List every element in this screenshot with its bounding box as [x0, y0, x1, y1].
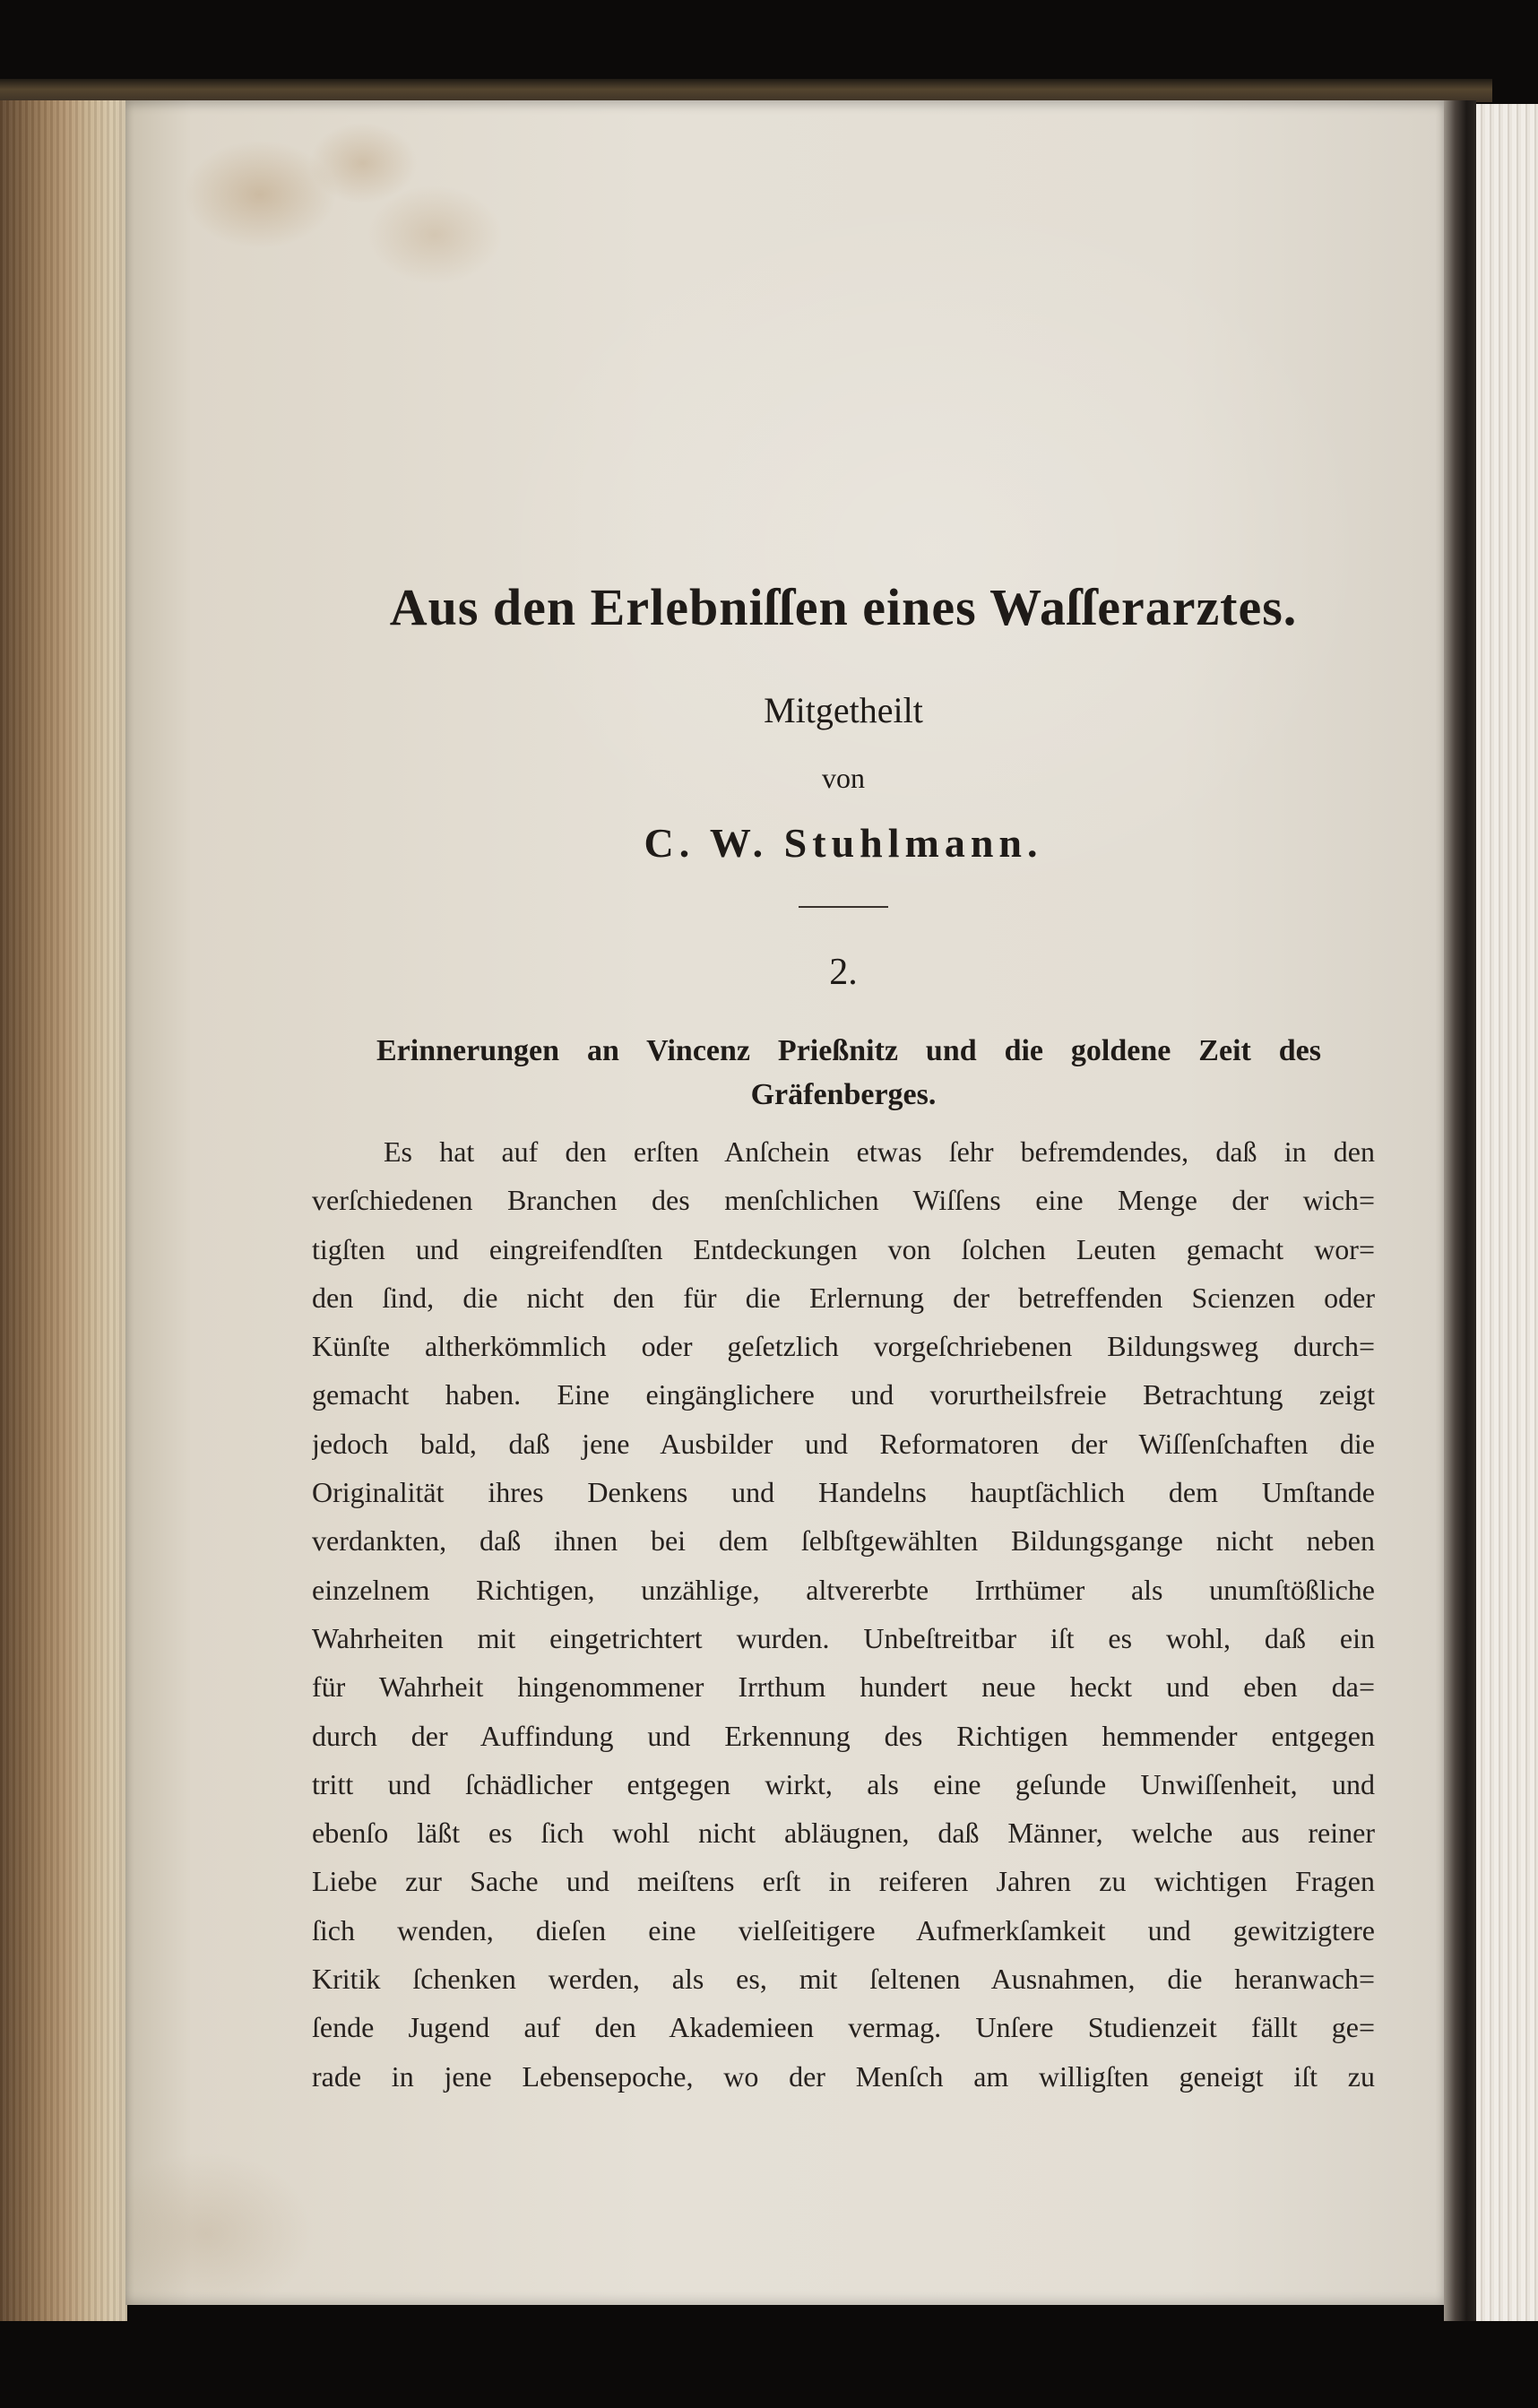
body-line: verſchiedenen Branchen des menſchlichen Wiſſens eine Menge der wich= — [312, 1184, 1375, 1217]
body-line: tigſten und eingreifendſten Entdeckungen von ſolchen Leuten gemacht wor= — [312, 1232, 1375, 1265]
author-name: C. W. Stuhlmann. — [644, 820, 1043, 866]
body-line: ſende Jugend auf den Akademieen vermag. Unſere Studienzeit fällt ge= — [312, 2011, 1375, 2044]
body-line: für Wahrheit hingenommener Irrthum hundert neue heckt und eben da= — [312, 1670, 1375, 1704]
page-gap-shadow — [1444, 100, 1476, 2321]
communicated-label: Mitgetheilt — [764, 690, 923, 730]
body-line: verdankten, daß ihnen bei dem ſelbſtgewählten Bildungsgange nicht neben — [312, 1524, 1375, 1558]
right-page-stack-edge — [1476, 104, 1538, 2321]
left-page-stack-edge — [0, 100, 127, 2321]
book-page — [125, 100, 1444, 2305]
section-title-line: Gräfenberges. — [750, 1078, 937, 1111]
body-line: Originalität ihres Denkens und Handelns hauptſächlich dem Umſtande — [312, 1476, 1375, 1509]
body-line: ſich wenden, dieſen eine vielſeitigere Aufmerkſamkeit und gewitzigtere — [312, 1913, 1375, 1946]
body-line: einzelnem Richtigen, unzählige, altvererbte Irrthümer als unumſtößliche — [312, 1573, 1375, 1606]
body-paragraph — [312, 1127, 1375, 2101]
article-title: Aus den Erlebniſſen eines Waſſerarztes. — [389, 578, 1298, 636]
body-line: Liebe zur Sache und meiſtens erſt in reiferen Jahren zu wichtigen Fragen — [312, 1865, 1375, 1898]
book-cover-edge — [0, 79, 1492, 102]
body-line: Künſte altherkömmlich oder geſetzlich vorgeſchriebenen Bildungsweg durch= — [312, 1330, 1375, 1363]
body-line: gemacht haben. Eine eingänglichere und vorurtheilsfreie Betrachtung zeigt — [312, 1378, 1375, 1411]
by-label: von — [822, 762, 865, 794]
body-line: rade in jene Lebensepoche, wo der Menſch am willigſten geneigt iſt zu — [312, 2059, 1375, 2093]
separator-rule — [799, 906, 888, 908]
body-line: Wahrheiten mit eingetrichtert wurden. Unbeſtreitbar iſt es wohl, daß ein — [312, 1621, 1375, 1654]
body-line: den ſind, die nicht den für die Erlernung der betreffenden Scienzen oder — [312, 1281, 1375, 1314]
body-line: durch der Auffindung und Erkennung des Richtigen hemmender entgegen — [312, 1719, 1375, 1752]
body-line: jedoch bald, daß jene Ausbilder und Reformatoren der Wiſſenſchaften die — [312, 1427, 1375, 1460]
body-line: Es hat auf den erſten Anſchein etwas ſehr befremdendes, daß in den — [384, 1135, 1375, 1168]
body-line: Kritik ſchenken werden, als es, mit ſeltenen Ausnahmen, die heranwach= — [312, 1963, 1375, 1996]
body-line: ebenſo läßt es ſich wohl nicht abläugnen, daß Männer, welche aus reiner — [312, 1817, 1375, 1850]
section-title-line: Erinnerungen an Vincenz Prießnitz und die goldene Zeit des — [376, 1034, 1321, 1067]
body-line: tritt und ſchädlicher entgegen wirkt, als eine geſunde Unwiſſenheit, und — [312, 1767, 1375, 1800]
section-number: 2. — [829, 952, 858, 993]
text-column — [312, 100, 1375, 2305]
